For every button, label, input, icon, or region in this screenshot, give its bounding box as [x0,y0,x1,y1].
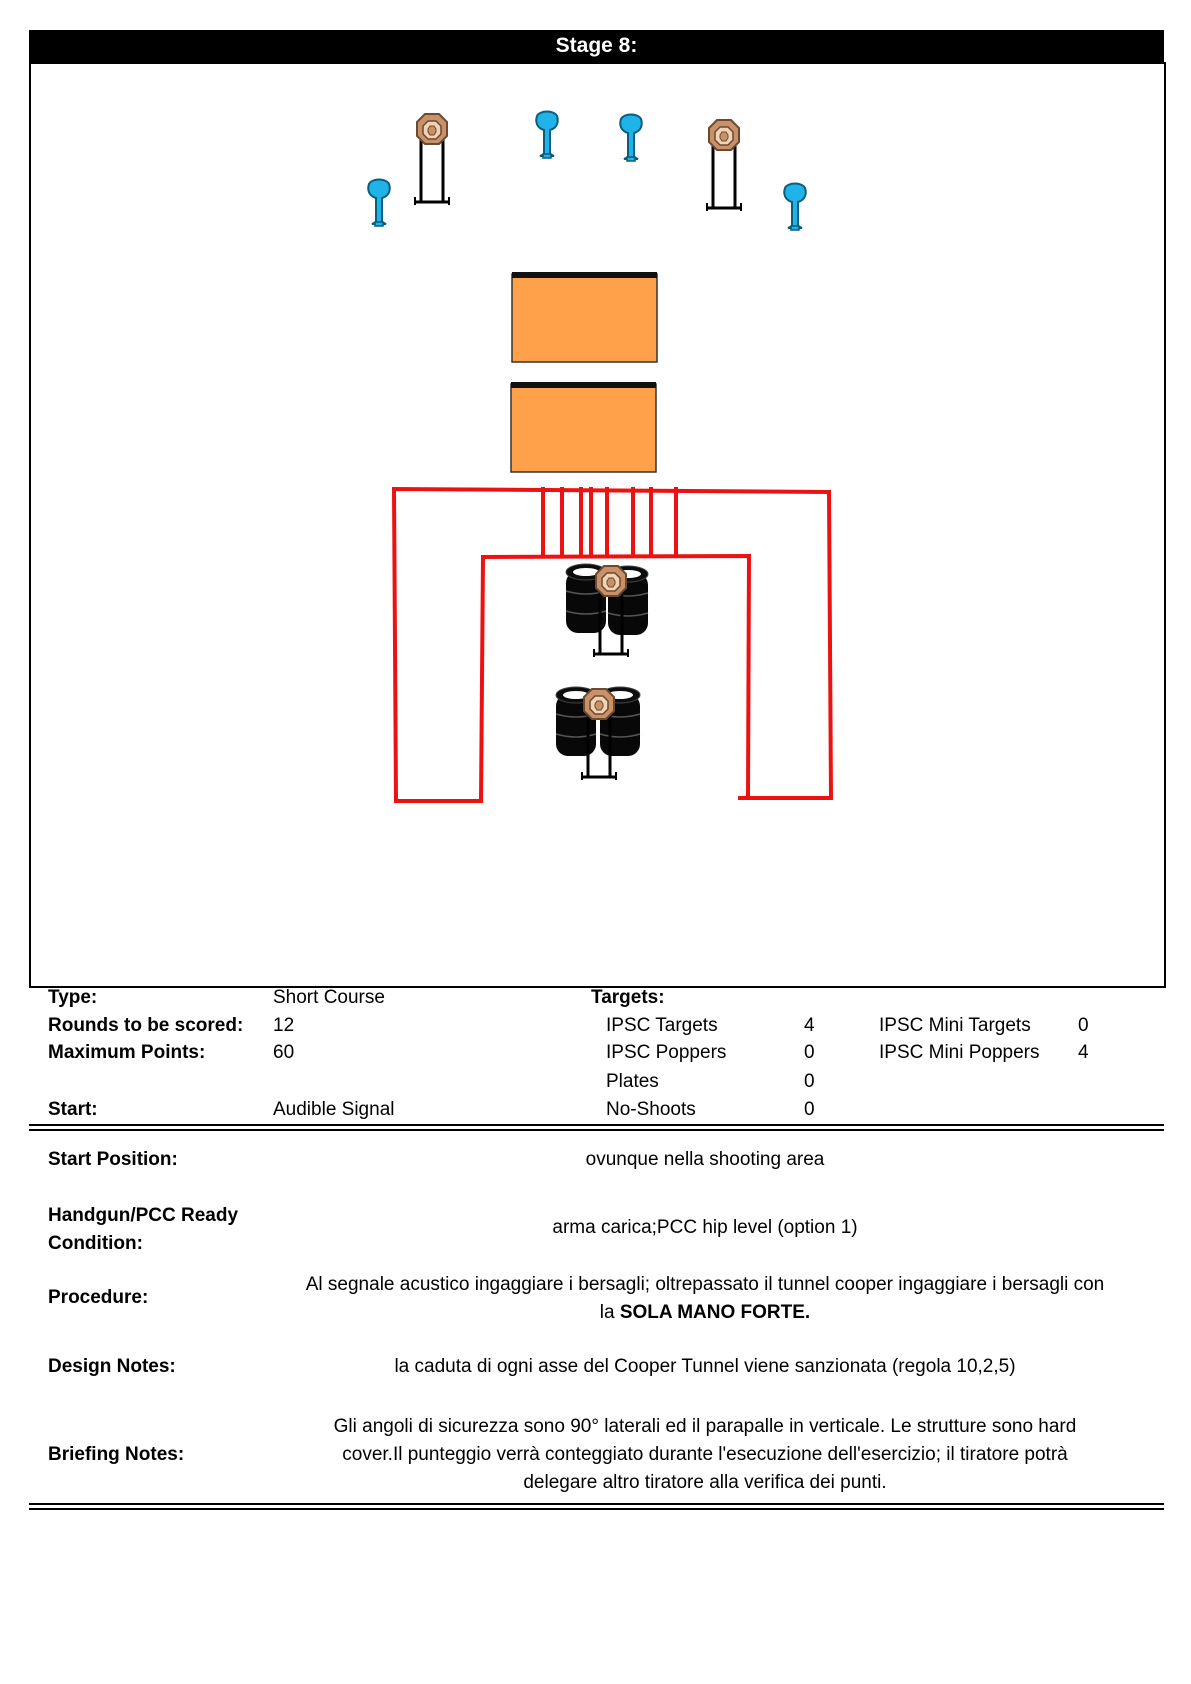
type-value: Short Course [273,987,385,1008]
ready-condition-value: arma carica;PCC hip level (option 1) [552,1217,858,1238]
ipsc-targets-label: IPSC Targets [606,1015,718,1036]
procedure-label: Procedure: [48,1287,149,1308]
start-position-label: Start Position: [48,1149,178,1170]
noshoots-label: No-Shoots [606,1099,696,1120]
separator-top-1 [29,1124,1164,1126]
separator-bottom-1 [29,1503,1164,1505]
stage-title: Stage 8: [29,30,1164,62]
wall-2 [511,382,656,472]
mini-popper-4 [784,184,805,231]
procedure-line-2 [270,1299,1140,1327]
points-label: Maximum Points: [48,1042,206,1063]
ipsc-targets-value: 4 [804,1015,815,1036]
mini-popper-1 [368,180,389,227]
mini-poppers-value: 4 [1078,1042,1089,1063]
separator-top-2 [29,1129,1164,1131]
stage-diagram-svg [31,64,1164,986]
rounds-label: Rounds to be scored: [48,1015,244,1036]
rounds-value: 12 [273,1015,295,1036]
briefing-notes-label: Briefing Notes: [48,1444,185,1465]
mini-poppers-label: IPSC Mini Poppers [879,1042,1040,1063]
noshoots-value: 0 [804,1099,815,1120]
plates-value: 0 [804,1071,815,1092]
targets-label: Targets: [591,987,665,1008]
procedure-line-2-prefix: la [599,1302,620,1323]
design-notes-label: Design Notes: [48,1356,176,1377]
ipsc-target-2 [707,120,741,211]
ipsc-poppers-value: 0 [804,1042,815,1063]
separator-bottom-2 [29,1508,1164,1510]
ipsc-target-4 [582,689,616,780]
ipsc-poppers-label: IPSC Poppers [606,1042,727,1063]
barrel-stack-1 [566,564,648,657]
mini-targets-value: 0 [1078,1015,1089,1036]
type-label: Type: [48,987,98,1008]
briefing-line-1: Gli angoli di sicurezza sono 90° laterali ed il parapalle in verticale. Le strutture sono hard [333,1416,1077,1437]
briefing-line-2: cover.Il punteggio verrà conteggiato durante l'esecuzione dell'esercizio; il tiratore potrà [342,1444,1068,1465]
ready-condition-label-2: Condition: [48,1233,143,1254]
wall-1 [512,272,657,362]
design-notes-value: la caduta di ogni asse del Cooper Tunnel viene sanzionata (regola 10,2,5) [394,1356,1016,1377]
ipsc-target-1 [415,114,449,205]
barrel-stack-2 [556,687,640,780]
procedure-line-2-bold: SOLA MANO FORTE. [619,1302,811,1323]
mini-targets-label: IPSC Mini Targets [879,1015,1031,1036]
ready-condition-label-1: Handgun/PCC Ready [48,1205,239,1226]
mini-popper-3 [620,115,641,162]
briefing-line-3: delegare altro tiratore alla verifica dei punti. [523,1472,887,1493]
start-label: Start: [48,1099,98,1120]
start-value: Audible Signal [273,1099,395,1120]
procedure-line-1: Al segnale acustico ingaggiare i bersagli; oltrepassato il tunnel cooper ingaggiare i bersagli con [305,1274,1105,1295]
points-value: 60 [273,1042,295,1063]
stage-diagram [29,62,1166,988]
plates-label: Plates [606,1071,659,1092]
start-position-value: ovunque nella shooting area [585,1149,825,1170]
mini-popper-2 [536,112,557,159]
